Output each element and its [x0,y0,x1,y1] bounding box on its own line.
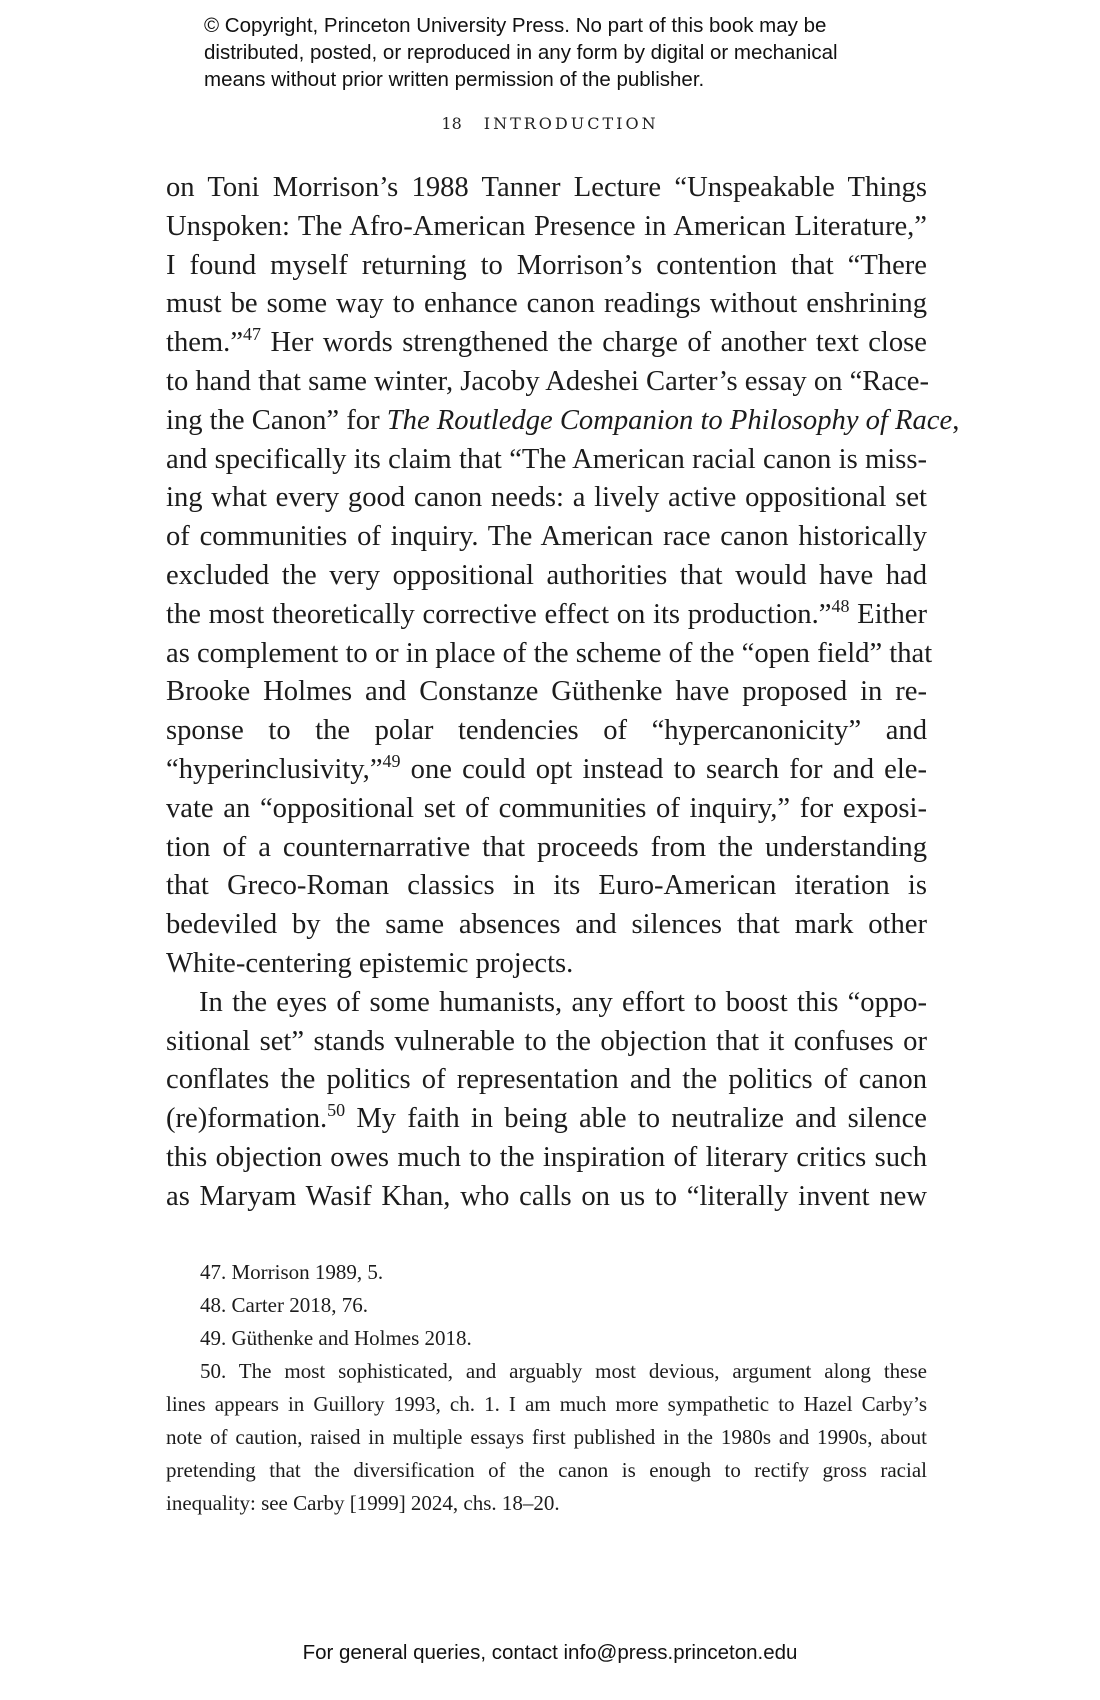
running-head [0,114,1100,133]
text-line: sitional set” stands vulnerable to the objection that it confuses or [166,1025,927,1057]
text-line: excluded the very oppositional authorities that would have had [166,559,927,591]
text-line: sponse to the polar tendencies of “hypercanonicity” and [166,715,927,747]
copyright-line: distributed, posted, or reproduced in any form by digital or mechanical [204,41,838,64]
text-line: must be some way to enhance canon readings without enshrining [166,288,927,320]
text-segment: Her words strengthened the charge of another text close [261,327,927,359]
text-line: as complement to or in place of the scheme of the “open field” that [166,637,933,669]
text-segment: Either [849,598,927,630]
text-segment: them.” [166,327,244,359]
text-line [166,324,927,363]
footnote-50-line: inequality: see Carby [1999] 2024, chs. 18–20. [166,1491,560,1515]
footnote-ref-49[interactable]: 49 [382,750,401,771]
text-line: to hand that same winter, Jacoby Adeshei Carter’s essay on “Race- [166,365,929,397]
text-line [166,596,927,635]
text-line: Unspoken: The Afro-American Presence in American Literature,” [166,210,927,242]
footnote-50-line: lines appears in Guillory 1993, ch. 1. I am much more sympathetic to Hazel Carby’s [166,1392,927,1416]
footnote-49: 49. Güthenke and Holmes 2018. [200,1326,472,1350]
book-title: The Routledge Companion to Philosophy of Race [386,404,953,436]
footnote-50-line: 50. The most sophisticated, and arguably most devious, argument along these [200,1359,927,1383]
text-line: White-centering epistemic projects. [166,947,574,979]
text-line [166,751,927,790]
text-line: as Maryam Wasif Khan, who calls on us to “literally invent new [166,1180,927,1212]
footnote-ref-47[interactable]: 47 [243,324,262,345]
text-line: vate an “oppositional set of communities of inquiry,” for exposi- [166,792,927,824]
copyright-line: means without prior written permission of the publisher. [204,68,705,91]
copyright-line: © Copyright, Princeton University Press. No part of this book may be [204,14,827,37]
footnotes [166,1256,927,1520]
text-line: this objection owes much to the inspiration of literary critics such [166,1141,927,1173]
footnote-50-line: pretending that the diversification of the canon is enough to rectify gross racial [166,1458,927,1482]
copyright-notice [204,12,924,93]
text-line: on Toni Morrison’s 1988 Tanner Lecture “Unspeakable Things [166,172,927,203]
text-line: and specifically its claim that “The American racial canon is miss- [166,443,927,475]
footnote-50-line: note of caution, raised in multiple essays first published in the 1980s and 1990s, about [166,1425,927,1449]
text-line: of communities of inquiry. The American race canon historically [166,521,927,553]
text-line [166,1100,927,1139]
text-segment: one could opt instead to search for and ele- [400,753,927,785]
text-segment: My faith in being able to neutralize and silence [345,1103,927,1135]
chapter-title: INTRODUCTION [483,114,659,133]
text-segment: , [952,404,960,436]
footnote-ref-50[interactable]: 50 [327,1100,346,1121]
text-segment: the most theoretically corrective effect on its production.” [166,598,832,630]
text-line: conflates the politics of representation and the politics of canon [166,1064,927,1096]
text-line: bedeviled by the same absences and silences that mark other [166,909,927,941]
text-segment: (re)formation. [166,1103,328,1135]
text-line: Brooke Holmes and Constanze Güthenke have proposed in re- [166,676,927,708]
footnote-48: 48. Carter 2018, 76. [200,1293,368,1317]
text-line: ing what every good canon needs: a lively active oppositional set [166,482,927,514]
text-line: that Greco-Roman classics in its Euro-American iteration is [166,870,927,902]
text-line: In the eyes of some humanists, any effort to boost this “oppo- [199,986,927,1018]
footnote-ref-48[interactable]: 48 [831,595,850,616]
body-text [166,169,960,1217]
text-segment: “hyperinclusivity,” [166,753,383,785]
text-segment: ing the Canon” for [166,404,387,436]
text-line [166,402,960,441]
footnote-47: 47. Morrison 1989, 5. [200,1260,384,1284]
text-line: I found myself returning to Morrison’s contention that “There [166,249,927,281]
footer-contact: For general queries, contact info@press.princeton.edu [302,1641,798,1664]
page-number: 18 [441,114,462,133]
text-line: tion of a counternarrative that proceeds from the understanding [166,831,927,863]
